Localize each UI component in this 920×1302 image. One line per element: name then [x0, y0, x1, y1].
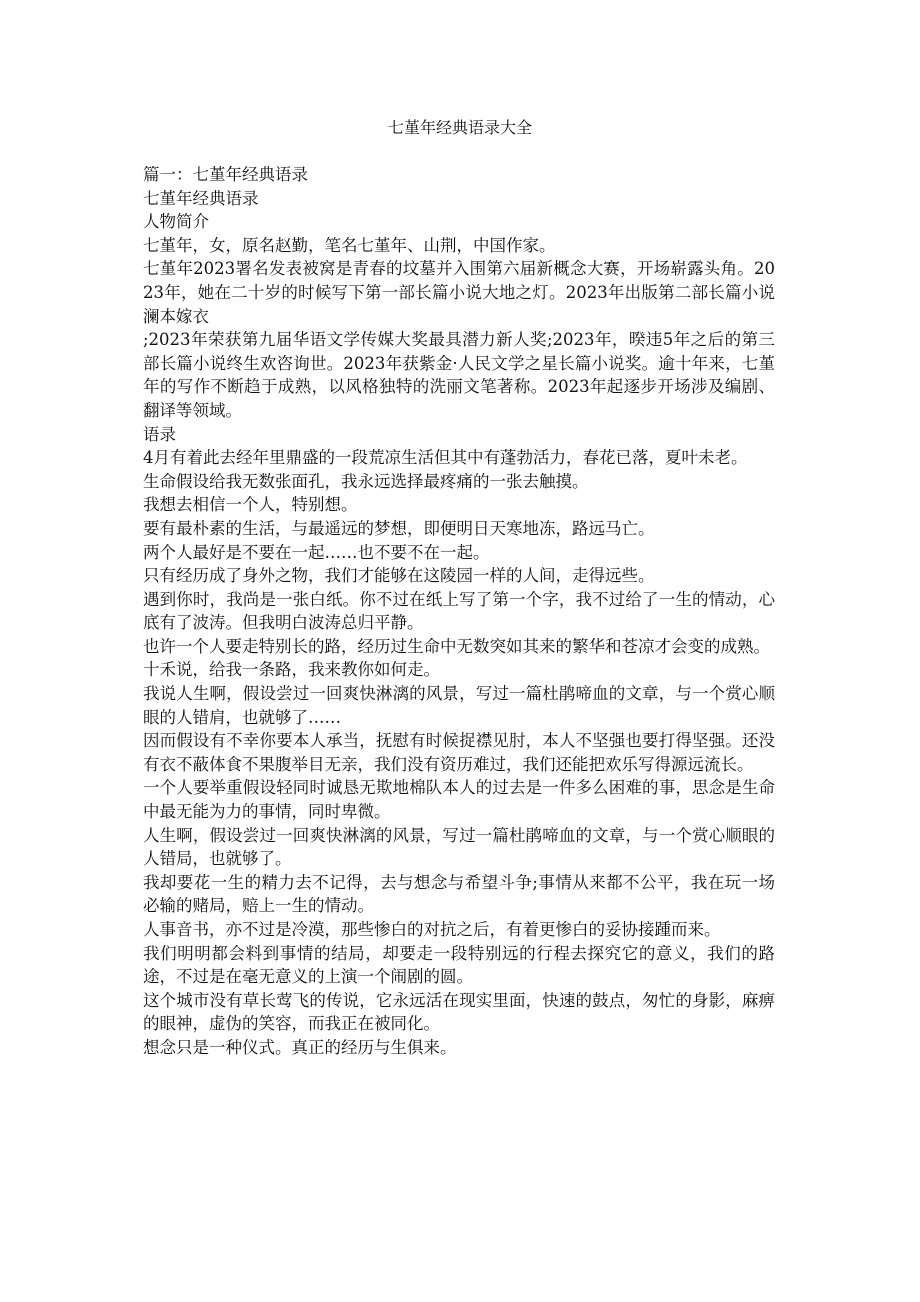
quote-paragraph: 要有最朴素的生活，与最遥远的梦想，即便明日天寒地冻，路远马亡。 [143, 518, 655, 538]
quote-paragraph: 只有经历成了身外之物，我们才能够在这陵园一样的人间，走得远些。 [143, 566, 655, 586]
quote-paragraph: 这个城市没有草长莺飞的传说，它永远活在现实里面，快速的鼓点，匆忙的身影，麻痹的眼神，虚伪的笑容，而我正在被同化。 [143, 990, 775, 1034]
quote-paragraph: 生命假设给我无数张面孔，我永远选择最疼痛的一张去触摸。 [143, 471, 589, 491]
section-heading: 篇一：七堇年经典语录 [143, 165, 308, 184]
quote-paragraph: 4月有着此去经年里鼎盛的一段荒凉生活但其中有蓬勃活力，春花已落，夏叶未老。 [143, 448, 748, 468]
quote-paragraph: 遇到你时，我尚是一张白纸。你不过在纸上写了第一个字，我不过给了一生的情动，心底有了波涛。但我明白波涛总归平静。 [143, 589, 775, 633]
quote-paragraph: 人事音书，亦不过是冷漠，那些惨白的对抗之后，有着更惨白的妥协接踵而来。 [143, 920, 721, 939]
quote-paragraph: 我说人生啊，假设尝过一回爽快淋漓的风景，写过一篇杜鹃啼血的文章，与一个赏心顺眼的人错肩，也就够了…… [143, 684, 775, 727]
quote-paragraph: 我们明明都会料到事情的结局，却要走一段特别远的行程去探究它的意义，我们的路途，不过是在毫无意义的上演一个闹剧的圆。 [143, 943, 775, 987]
paragraph: ;2023年荣获第九届华语文学传媒大奖最具潜力新人奖;2023年，暌违5年之后的第三部长篇小说终生欢咨询世。2023年获紫金·人民文学之星长篇小说奖。逾十年来，七堇年的写作不断趋于成熟，以风格独特的洗丽文笔著称。2023年起逐步开场涉及编剧、翻译等领域。 [143, 330, 775, 420]
quote-paragraph: 因而假设有不幸你要本人承当，抚慰有时候捉襟见肘，本人不坚强也要打得坚强。还没有衣不蔽体食不果腹举目无亲，我们没有资历难过，我们还能把欢乐写得源远流长。 [143, 731, 775, 774]
quote-paragraph: 想念只是一种仪式。真正的经历与生俱来。 [143, 1037, 457, 1057]
document-title: 七堇年经典语录大全 [387, 118, 532, 137]
subheading: 语录 [143, 424, 176, 444]
quote-paragraph: 也许一个人要走特别长的路，经历过生命中无数突如其来的繁华和苍凉才会变的成熟。 [143, 636, 770, 656]
paragraph: 七堇年，女，原名赵勤，笔名七堇年、山荆，中国作家。 [143, 235, 556, 255]
paragraph: 七堇年2023署名发表被窝是青春的坟墓并入围第六届新概念大赛，开场崭露头角。2023年，她在二十岁的时候写下第一部长篇小说大地之灯。2023年出版第二部长篇小说澜本嫁衣 [143, 259, 775, 326]
subheading: 人物简介 [143, 212, 209, 232]
document-body [143, 163, 775, 1060]
quote-paragraph: 十禾说，给我一条路，我来教你如何走。 [143, 660, 440, 680]
quote-paragraph: 人生啊，假设尝过一回爽快淋漓的风景，写过一篇杜鹃啼血的文章，与一个赏心顺眼的人错局，也就够了。 [143, 825, 775, 869]
quote-paragraph: 一个人要举重假设轻同时诚恳无欺地棉队本人的过去是一件多么困难的事，思念是生命中最无能为力的事情，同时卑微。 [143, 778, 775, 822]
quote-paragraph: 我却要花一生的精力去不记得，去与想念与希望斗争;事情从来都不公平，我在玩一场必输的赌局，赔上一生的情动。 [143, 872, 775, 916]
subheading: 七堇年经典语录 [143, 188, 259, 208]
quote-paragraph: 两个人最好是不要在一起……也不要不在一起。 [143, 542, 490, 562]
quote-paragraph: 我想去相信一个人，特别想。 [143, 495, 358, 515]
